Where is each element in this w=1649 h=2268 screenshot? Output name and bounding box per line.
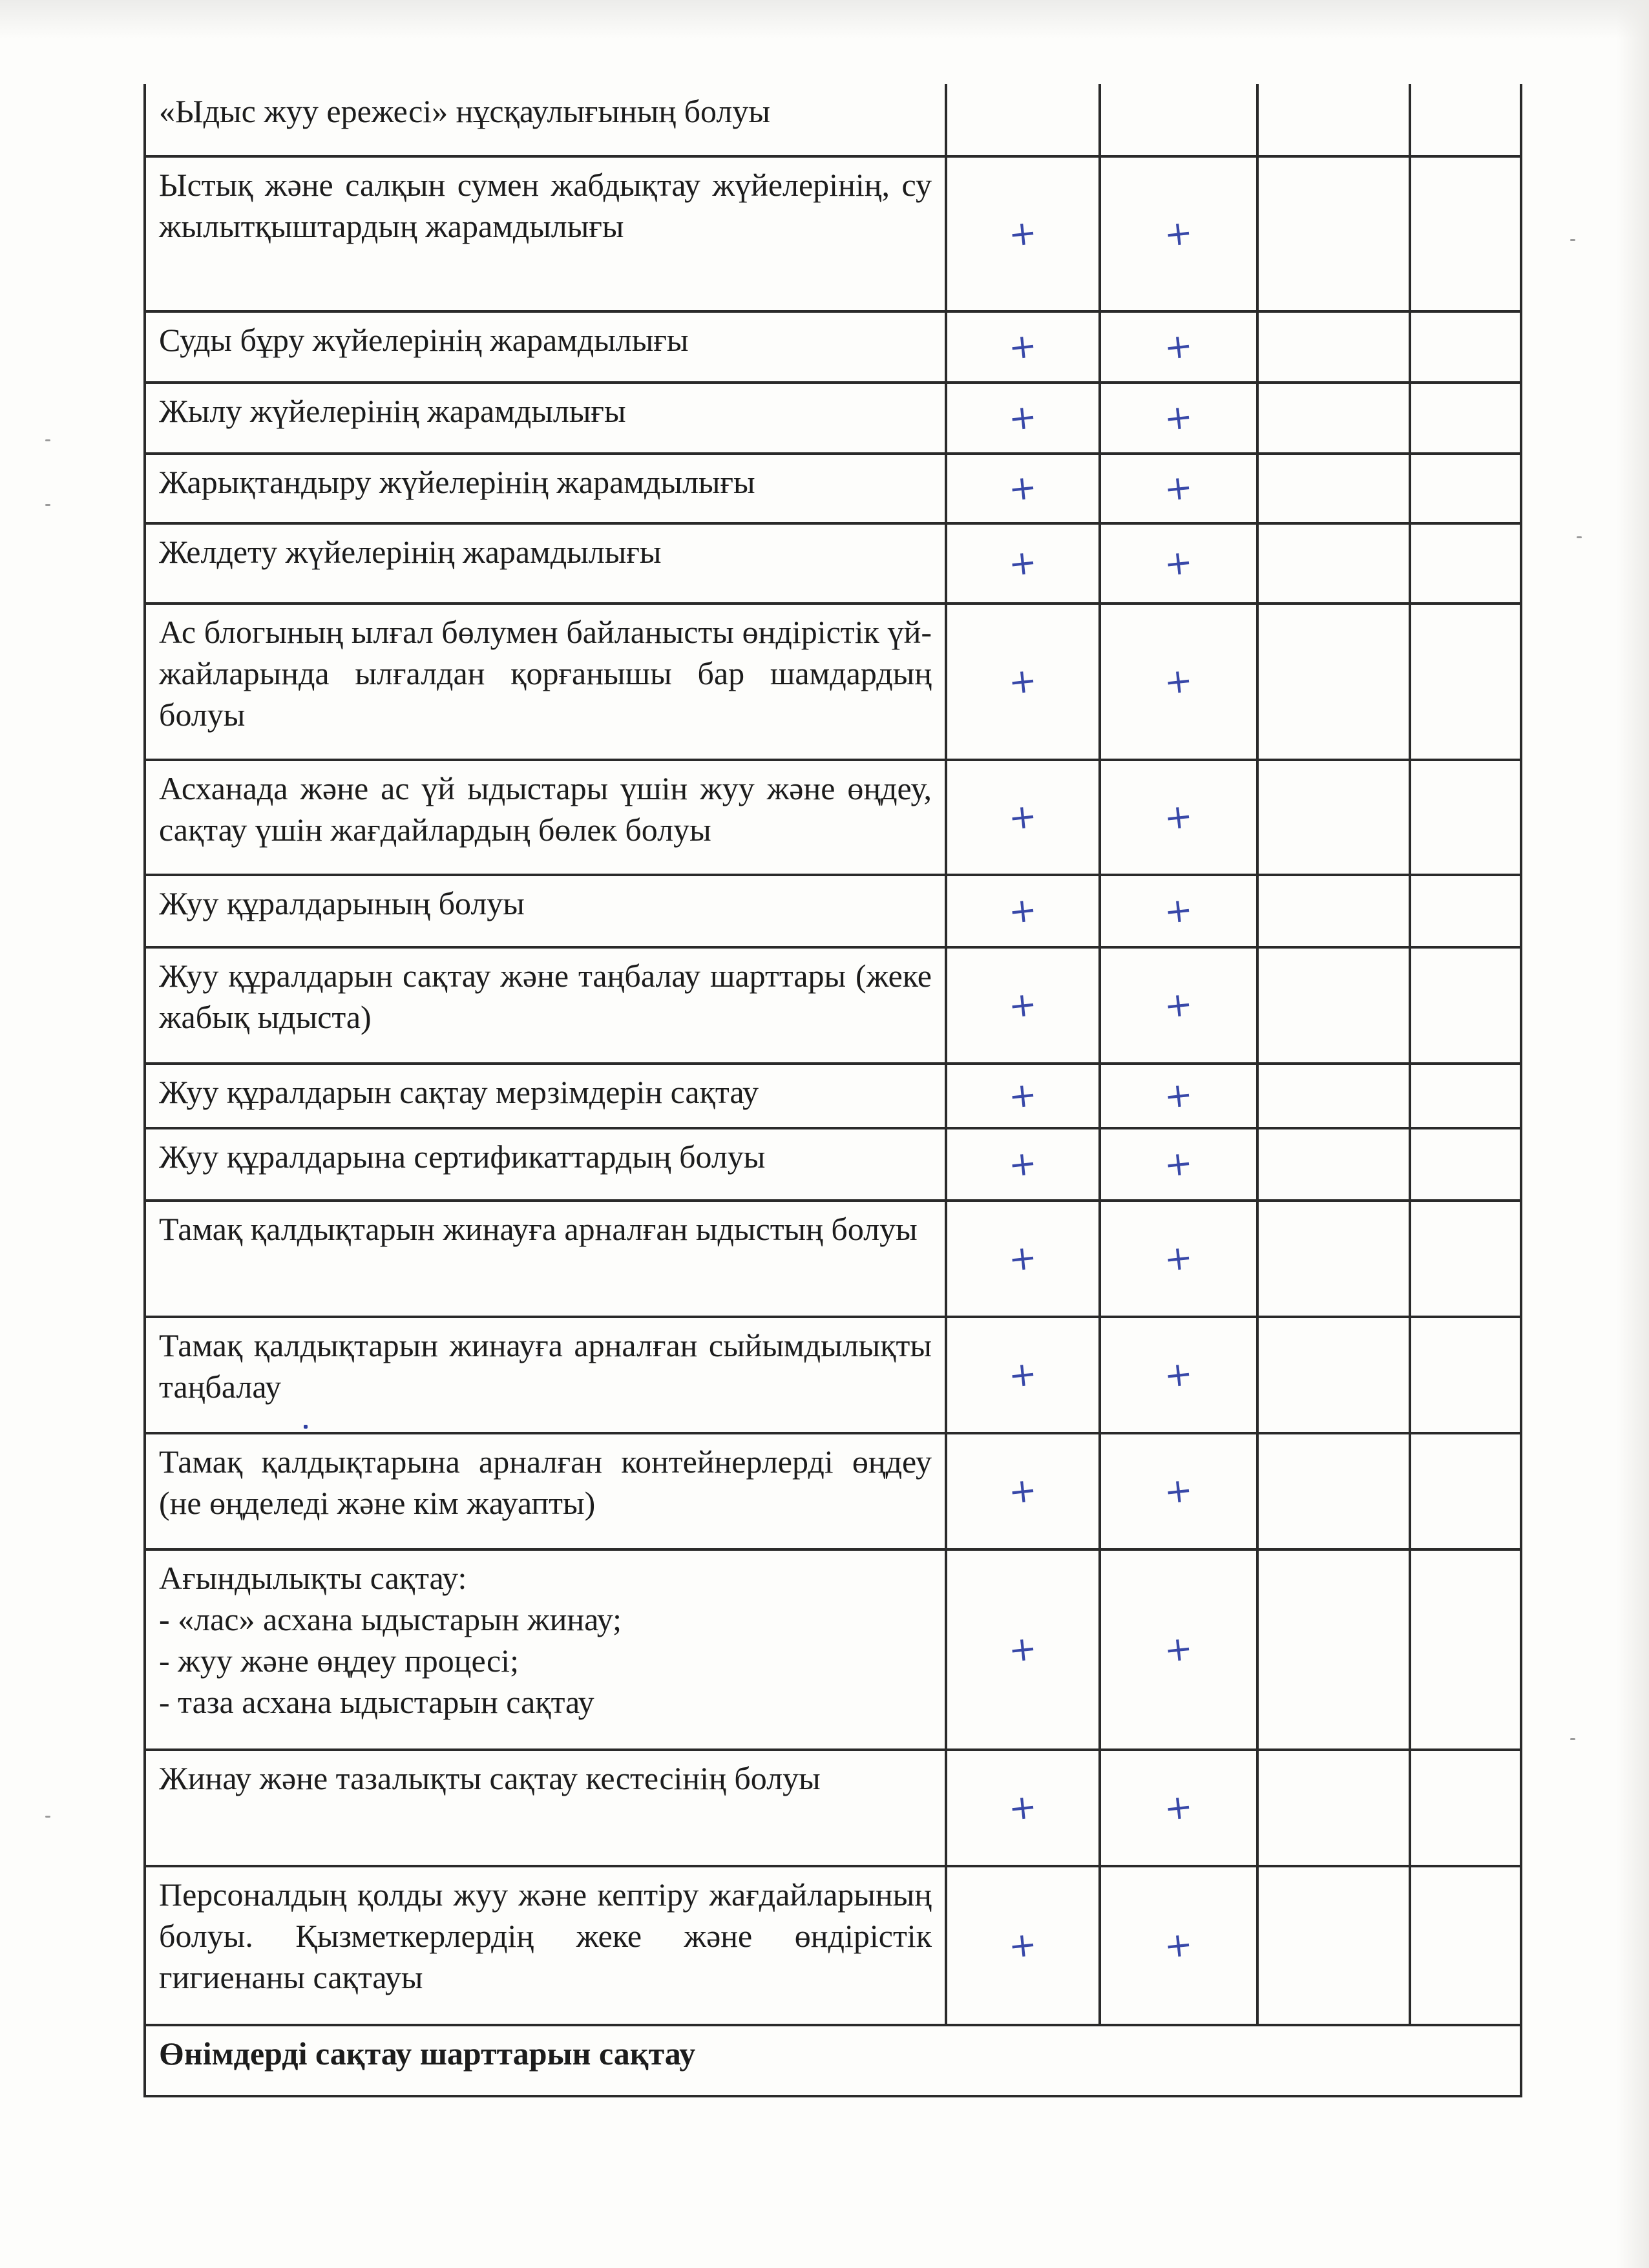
handwritten-plus-mark: +: [1007, 397, 1039, 439]
criterion-line: - жуу және өңдеу процесі;: [159, 1643, 519, 1679]
handwritten-plus-mark: +: [1007, 326, 1039, 368]
check-cell-col-c: [1257, 604, 1410, 760]
checklist-row: [145, 1064, 1521, 1128]
criterion-line: Жуу құралдарын сақтау және таңбалау шарттары (жеке жабық ыдыста): [159, 958, 932, 1035]
check-cell-col-a: [946, 84, 1100, 156]
criterion-line: Жуу құралдарын сақтау мерзімдерін сақтау: [159, 1074, 759, 1110]
criterion-text: [145, 1866, 946, 2025]
check-cell-col-d: [1410, 1549, 1521, 1750]
check-cell-col-b: [1100, 760, 1257, 875]
section-heading: Өнімдерді сақтау шарттарын сақтау: [145, 2025, 1521, 2096]
check-cell-col-b: [1100, 454, 1257, 523]
criterion-text: [145, 760, 946, 875]
check-cell-col-c: [1257, 1433, 1410, 1549]
criterion-line: Жуу құралдарына сертификаттардың болуы: [159, 1139, 766, 1175]
handwritten-plus-mark: +: [1162, 467, 1195, 510]
handwritten-plus-mark: +: [1162, 660, 1195, 703]
check-cell-col-b: [1100, 1866, 1257, 2025]
check-cell-col-b: [1100, 1750, 1257, 1866]
check-cell-col-c: [1257, 1317, 1410, 1433]
handwritten-plus-mark: +: [1162, 397, 1195, 439]
handwritten-plus-mark: +: [1007, 1924, 1039, 1967]
criterion-text: [145, 1201, 946, 1317]
handwritten-plus-mark: +: [1162, 1470, 1195, 1513]
criterion-line: Желдету жүйелерінің жарамдылығы: [159, 534, 662, 570]
criterion-text: [145, 875, 946, 947]
check-cell-col-d: [1410, 454, 1521, 523]
checklist-row: [145, 947, 1521, 1064]
check-cell-col-a: [946, 1317, 1100, 1433]
check-cell-col-d: [1410, 947, 1521, 1064]
checklist-row: [145, 1433, 1521, 1549]
handwritten-plus-mark: +: [1007, 1237, 1039, 1280]
criterion-line: «Ыдыс жуу ережесі» нұсқаулығының болуы: [159, 93, 770, 129]
check-cell-col-c: [1257, 1128, 1410, 1201]
checklist-row: [145, 875, 1521, 947]
checklist-row: [145, 84, 1521, 156]
scan-speck: [45, 1816, 50, 1818]
check-cell-col-a: [946, 156, 1100, 311]
check-cell-col-d: [1410, 311, 1521, 383]
handwritten-plus-mark: +: [1007, 1470, 1039, 1513]
criterion-text: [145, 156, 946, 311]
handwritten-plus-mark: +: [1007, 213, 1039, 255]
check-cell-col-c: [1257, 875, 1410, 947]
criterion-line: Жарықтандыру жүйелерінің жарамдылығы: [159, 464, 755, 500]
criterion-line: Жылу жүйелерінің жарамдылығы: [159, 393, 626, 429]
check-cell-col-c: [1257, 84, 1410, 156]
handwritten-plus-mark: +: [1162, 984, 1195, 1027]
checklist-row: [145, 523, 1521, 604]
criterion-line: Жинау және тазалықты сақтау кестесінің болуы: [159, 1760, 821, 1796]
check-cell-col-d: [1410, 1128, 1521, 1201]
checklist-row: [145, 311, 1521, 383]
check-cell-col-b: [1100, 383, 1257, 454]
check-cell-col-d: [1410, 1201, 1521, 1317]
check-cell-col-d: [1410, 84, 1521, 156]
check-cell-col-a: [946, 760, 1100, 875]
criterion-text: [145, 947, 946, 1064]
criterion-line: Жуу құралдарының болуы: [159, 885, 525, 921]
check-cell-col-b: [1100, 311, 1257, 383]
check-cell-col-c: [1257, 311, 1410, 383]
checklist-row: [145, 1549, 1521, 1750]
check-cell-col-d: [1410, 1317, 1521, 1433]
scan-top-shadow: [0, 0, 1649, 39]
checklist-row: [145, 1128, 1521, 1201]
check-cell-col-a: [946, 1128, 1100, 1201]
check-cell-col-c: [1257, 454, 1410, 523]
check-cell-col-a: [946, 1433, 1100, 1549]
check-cell-col-d: [1410, 383, 1521, 454]
checklist-body: [145, 84, 1521, 2025]
criterion-line: Асханада және ас үй ыдыстары үшін жуу және өңдеу, сақтау үшін жағдайлардың бөлек болуы: [159, 770, 932, 848]
checklist-table: [143, 84, 1522, 2097]
criterion-text: [145, 1433, 946, 1549]
scan-speck: [1570, 239, 1575, 241]
handwritten-plus-mark: +: [1007, 1628, 1039, 1671]
checklist-row: [145, 1750, 1521, 1866]
check-cell-col-d: [1410, 523, 1521, 604]
check-cell-col-c: [1257, 947, 1410, 1064]
check-cell-col-a: [946, 1201, 1100, 1317]
handwritten-plus-mark: +: [1007, 796, 1039, 839]
criterion-text: [145, 84, 946, 156]
check-cell-col-d: [1410, 1064, 1521, 1128]
checklist-row: [145, 1866, 1521, 2025]
criterion-text: [145, 311, 946, 383]
check-cell-col-c: [1257, 523, 1410, 604]
check-cell-col-d: [1410, 1750, 1521, 1866]
criterion-line: - таза асхана ыдыстарын сақтау: [159, 1684, 594, 1720]
check-cell-col-a: [946, 383, 1100, 454]
criterion-line: Тамақ қалдықтарына арналған контейнерлерді өңдеу (не өңделеді және кім жауапты): [159, 1444, 932, 1521]
check-cell-col-b: [1100, 947, 1257, 1064]
handwritten-plus-mark: +: [1162, 1237, 1195, 1280]
criterion-text: [145, 523, 946, 604]
check-cell-col-c: [1257, 1549, 1410, 1750]
check-cell-col-b: [1100, 604, 1257, 760]
scan-speck: [1577, 536, 1582, 538]
handwritten-plus-mark: +: [1007, 890, 1039, 932]
criterion-text: [145, 1549, 946, 1750]
check-cell-col-c: [1257, 383, 1410, 454]
checklist-row: [145, 383, 1521, 454]
criterion-text: [145, 604, 946, 760]
scan-speck: [1570, 1738, 1575, 1740]
handwritten-plus-mark: +: [1162, 1628, 1195, 1671]
handwritten-plus-mark: +: [1007, 467, 1039, 510]
handwritten-plus-mark: +: [1162, 796, 1195, 839]
criterion-text: [145, 1128, 946, 1201]
check-cell-col-a: [946, 875, 1100, 947]
criterion-text: [145, 454, 946, 523]
check-cell-col-d: [1410, 156, 1521, 311]
check-cell-col-c: [1257, 760, 1410, 875]
check-cell-col-a: [946, 947, 1100, 1064]
handwritten-plus-mark: +: [1162, 1924, 1195, 1967]
check-cell-col-c: [1257, 1064, 1410, 1128]
handwritten-plus-mark: +: [1162, 1143, 1195, 1186]
section-heading-row: [145, 2025, 1521, 2096]
checklist-row: [145, 1201, 1521, 1317]
handwritten-plus-mark: +: [1162, 1354, 1195, 1396]
check-cell-col-c: [1257, 1866, 1410, 2025]
handwritten-plus-mark: +: [1162, 1787, 1195, 1829]
checklist-row: [145, 1317, 1521, 1433]
checklist-row: [145, 454, 1521, 523]
handwritten-plus-mark: +: [1162, 213, 1195, 255]
handwritten-plus-mark: +: [1162, 1075, 1195, 1117]
criterion-line: Ағындылықты сақтау:: [159, 1560, 467, 1596]
check-cell-col-d: [1410, 1866, 1521, 2025]
handwritten-plus-mark: +: [1007, 1143, 1039, 1186]
checklist-row: [145, 760, 1521, 875]
check-cell-col-a: [946, 523, 1100, 604]
check-cell-col-b: [1100, 156, 1257, 311]
checklist-row: [145, 156, 1521, 311]
handwritten-plus-mark: +: [1007, 660, 1039, 703]
criterion-line: Тамақ қалдықтарын жинауға арналған сыйымдылықты таңбалау: [159, 1327, 932, 1405]
check-cell-col-c: [1257, 156, 1410, 311]
check-cell-col-c: [1257, 1201, 1410, 1317]
check-cell-col-a: [946, 1064, 1100, 1128]
criterion-line: Персоналдың қолды жуу және кептіру жағдайларының болуы. Қызметкерлердің жеке және өндірістік гигиенаны сақтауы: [159, 1876, 932, 1995]
check-cell-col-b: [1100, 1064, 1257, 1128]
check-cell-col-b: [1100, 84, 1257, 156]
handwritten-plus-mark: +: [1007, 1354, 1039, 1396]
criterion-line: - «лас» асхана ыдыстарын жинау;: [159, 1601, 622, 1637]
check-cell-col-b: [1100, 1128, 1257, 1201]
check-cell-col-b: [1100, 1201, 1257, 1317]
check-cell-col-b: [1100, 1549, 1257, 1750]
scan-speck: [45, 504, 50, 506]
check-cell-col-a: [946, 311, 1100, 383]
check-cell-col-c: [1257, 1750, 1410, 1866]
handwritten-plus-mark: +: [1162, 542, 1195, 585]
scan-speck: [45, 439, 50, 441]
handwritten-plus-mark: +: [1162, 890, 1195, 932]
criterion-line: Ыстық және салқын сумен жабдықтау жүйелерінің, су жылытқыштардың жарамдылығы: [159, 167, 932, 244]
check-cell-col-a: [946, 1750, 1100, 1866]
handwritten-plus-mark: +: [1162, 326, 1195, 368]
criterion-text: [145, 1750, 946, 1866]
criterion-text: [145, 1064, 946, 1128]
criterion-line: Тамақ қалдықтарын жинауға арналған ыдыстың болуы: [159, 1211, 918, 1247]
scan-right-shadow: [1617, 0, 1649, 2268]
check-cell-col-b: [1100, 523, 1257, 604]
criterion-line: Ас блогының ылғал бөлумен байланысты өндірістік үй-жайларында ылғалдан қорғанышы бар шамдардың болуы: [159, 614, 932, 733]
check-cell-col-a: [946, 1866, 1100, 2025]
check-cell-col-a: [946, 454, 1100, 523]
check-cell-col-b: [1100, 875, 1257, 947]
check-cell-col-d: [1410, 1433, 1521, 1549]
check-cell-col-d: [1410, 875, 1521, 947]
check-cell-col-d: [1410, 604, 1521, 760]
handwritten-plus-mark: +: [1007, 1075, 1039, 1117]
checklist-row: [145, 604, 1521, 760]
checklist-table-wrapper: [143, 84, 1520, 2097]
check-cell-col-d: [1410, 760, 1521, 875]
handwritten-plus-mark: +: [1007, 1787, 1039, 1829]
criterion-text: [145, 1317, 946, 1433]
handwritten-plus-mark: +: [1007, 542, 1039, 585]
criterion-text: [145, 383, 946, 454]
criterion-line: Суды бұру жүйелерінің жарамдылығы: [159, 322, 689, 358]
check-cell-col-b: [1100, 1317, 1257, 1433]
check-cell-col-a: [946, 604, 1100, 760]
check-cell-col-b: [1100, 1433, 1257, 1549]
handwritten-plus-mark: +: [1007, 984, 1039, 1027]
check-cell-col-a: [946, 1549, 1100, 1750]
scan-speck: [304, 1425, 308, 1429]
